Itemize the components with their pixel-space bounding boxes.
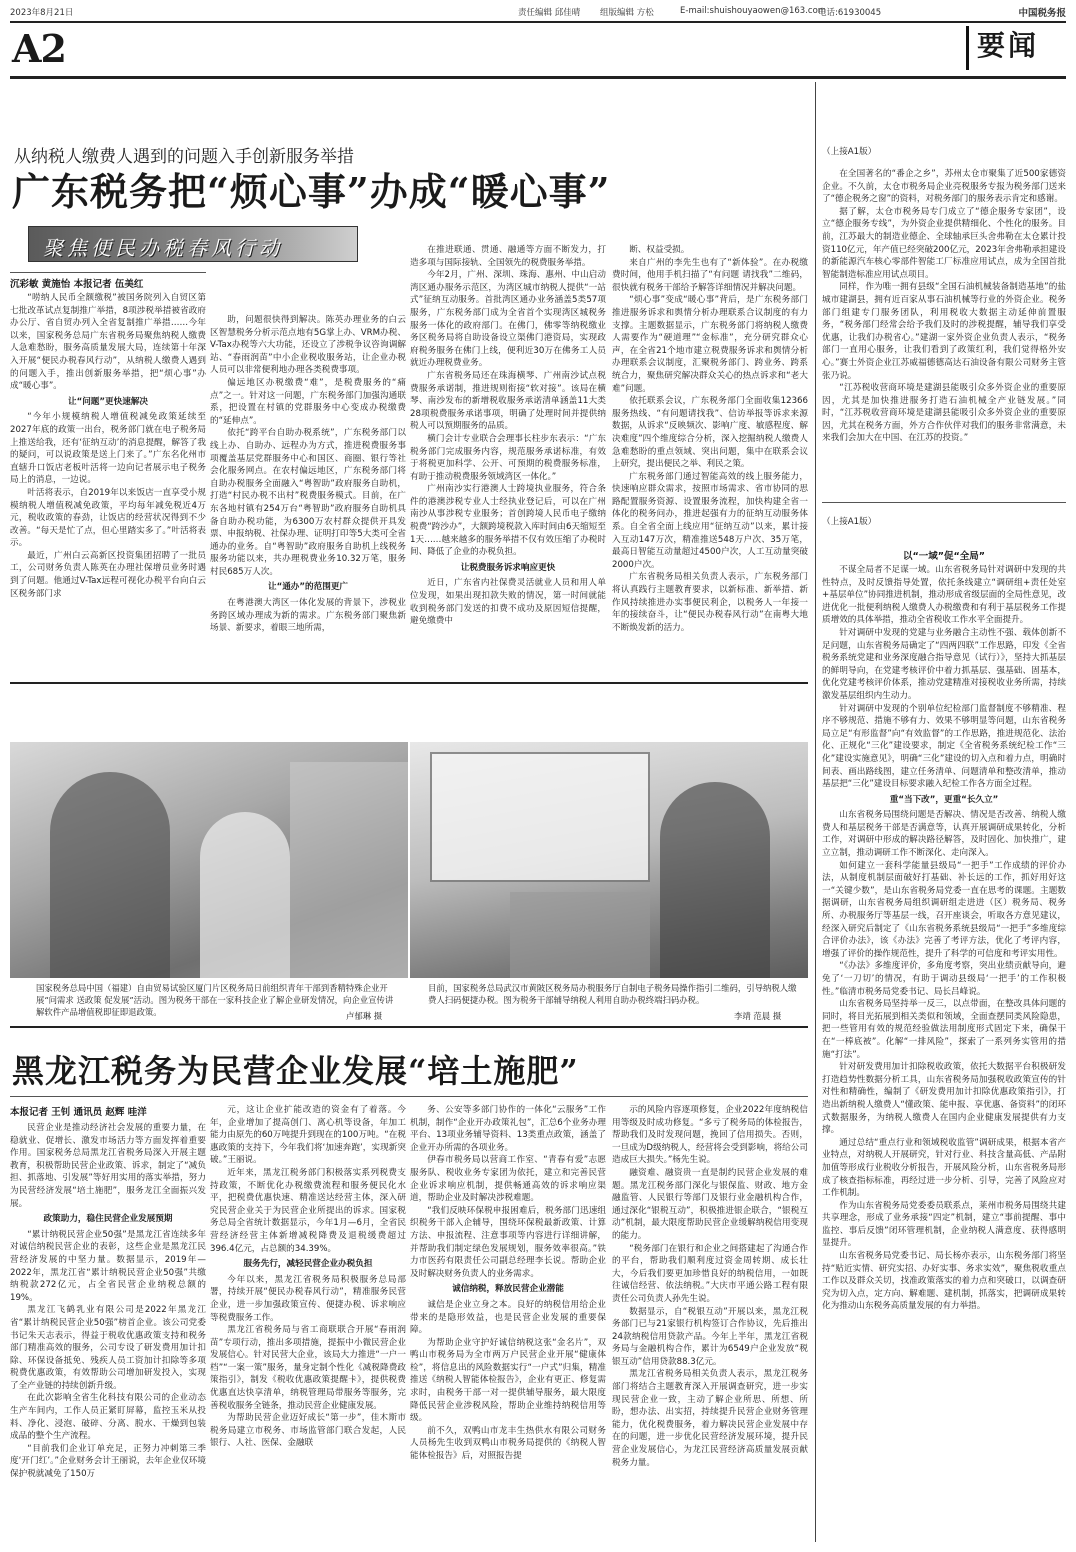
article2-column-3 <box>410 1104 606 1544</box>
paragraph: 横门会计专业联合会理事长柱步东表示：“广东税务部门完成服务内容，规范服务承诺标准，有效于将税更加科学、公开、可预期的税费服务标准，有助于推动税费服务领域湾区一体化。” <box>410 433 606 482</box>
article2-rule-head <box>10 1096 808 1097</box>
article2-headline: 黑龙江税务为民营企业发展“培土施肥” <box>12 1052 579 1090</box>
newspaper-name: 中国税务报 <box>1018 8 1066 19</box>
subheading: 服务先行，减轻民营企业办税负担 <box>243 1259 373 1270</box>
right-column-split-rule <box>822 502 1066 503</box>
paragraph: 作为山东省税务局党委委员联系点，莱州市税务局围绕共建共享理念，形成了业务承接“四定”机制，建立“事前提醒、事中监控、事后反馈”闭环管理机制，企业纳税人满意度、获得感明显提升。 <box>822 1200 1066 1249</box>
paragraph: 黑龙江省税务局与省工商联联合开展“春雨润苗”专项行动，推出多项措施，提振中小微民营企业发展信心。针对民营大企业，该局大力推进“一户一档”“一案一策”服务，量身定制个性化《减税降费政策指引》，制发《税收优惠政策提醒卡》，提供税费优惠直达快享清单，纳税管理局带服务等服务，完善税收服务全链条，推动民营企业健康发展。 <box>210 1325 406 1411</box>
paragraph: “累计纳税民营企业50强”是黑龙江省连续多年对诚信纳税民营企业的表彰，这些企业是黑龙江民营经济发展的中坚力量。数据显示，2019年—2022年，黑龙江省“累计纳税民营企业50强”共缴纳税款272亿元，占全省民营企业纳税总额的19%。 <box>10 1229 206 1303</box>
byline-rule <box>10 272 206 273</box>
paragraph: 针对调研中发现的党建与业务融合主动性不强、载体创新不足问题，山东省税务局确定了“四两四联”工作思路，印发《全省税务系统党建和业务深度融合指导意见（试行）》，坚持大抓基层的鲜明导向，在党建考核评价中着力抓基层、强基础、固基本，优化党建考核评价体系，推动党建精准对接税收业务所需，持续激发基层组织内生动力。 <box>822 627 1066 701</box>
right-column-subhead: 以“一域”促“全局” <box>903 551 985 562</box>
paragraph: 偏远地区办税缴费“难”，是税费服务的“痛点”之一。针对这一问题，广东税务部门加强沟通联系，把设置在村镇的党群服务中心变成办税缴费的“延伸点”。 <box>210 377 406 426</box>
paragraph: 山东省税务局党委书记、局长杨亦表示，山东税务部门将坚持“贴近实情、研究实招、办好实事、务求实效”，聚焦税收重点工作以及群众关切，找准政策落实的着力点和突破口，以调查研究为切入点，定方向、解难题、建机制，抓落实，把调研成果转化为推动山东税务高质量发展的有力举措。 <box>822 1251 1066 1312</box>
right-column-mid-tag: （上接A1版） <box>822 517 877 527</box>
paragraph: 民营企业是推动经济社会发展的重要力量，在稳就业、促增长、激发市场活力等方面发挥着重要作用。国家税务总局黑龙江省税务局深入开展主题教育，积极帮助民营企业政策、诉求，制定了“减负担、抓落地、引发展”等好用实用的落实举措，努力为民营经济发展“培土施肥”，服务龙江全面振兴发展。 <box>10 1123 206 1209</box>
article1-byline: 沉彩敏 黄施怡 本报记者 伍美红 <box>10 279 144 290</box>
article1-headline: 广东税务把“烦心事”办成“暖心事” <box>12 169 611 214</box>
right-column-top-text <box>822 168 1066 498</box>
photo-rule-top <box>10 682 808 684</box>
paragraph: 广州南沙实行港澳人士跨境执业服务，符合条件的港澳涉税专业人士经执业登记后，可以在广州南沙从事涉税专业服务；首创跨境人民币电子缴纳税费“跨沙办”，大额跨境税款入库时间由6天缩短至1天……越来越多的服务举措不仅有效压缩了办税时间、降低了企业的办税负担。 <box>410 484 606 558</box>
article1-column-3 <box>410 244 606 678</box>
paragraph: 务、公安等多部门协作的一体化“云服务”工作机制，制作“企业开办政策礼包”，汇总6个业务办理平台、13项业务辅导资料、13类重点政策，涵盖了企业开办所需的各项业务。 <box>410 1105 606 1153</box>
paragraph: 在全国著名的“番企之乡”，苏州太仓市聚集了近500家德资企业。不久前，太仓市税务局企业亮税服务专报为税务部门送来了“德企税务之窗”的资料，对税务部门的服务表示肯定和感谢。 <box>822 169 1066 205</box>
contact-email: E-mail:shuishouyaowen@163.com <box>680 6 827 16</box>
masthead-rule <box>10 76 1066 79</box>
article1-kicker: 从纳税人缴费人遇到的问题入手创新服务举措 <box>14 147 354 167</box>
paragraph: 山东省税务局坚持举一反三，以点带面，在整改具体问题的同时，将目光拓展到相关类似和领域，全面查摆同类风险隐患，把一些管用有效的规范经验做法用制度形式固定下来，确保干在“一棒底被”。化解“一排风险”，探索了一系列务实管用的措施“打法”。 <box>822 999 1066 1060</box>
paragraph: 近日，广东省内社保费灵活就业人员和用人单位发现，如果出现扣款失败的情况，第一时间就能收到税务部门发送的扣费不成功及原因短信提醒，避免缴费中 <box>410 578 606 627</box>
subheading: 诚信纳税，释放民营企业潜能 <box>452 1284 564 1295</box>
paragraph: 依托“跨平台自助办税系统”，广东税务部门以线上办、自助办、远程办为方式，推进税费服务事项覆盖基层党群服务中心和国区、商圈、银行等社会化服务网点。在农村偏远地区，广东税务部门将自助办税服务全面融入“粤智助”政府服务自助机，打造“村民办税不出村”税费服务模式。目前，在广东各地村镇有254万台“粤智助”政府服务自助机具备自助办税功能，为6300万农村群众提供开具发票、申报纳税、社保办理、证明打印等5大类可全省通办的业务。自“粤智助”政府服务自助机上线税务服务功能以来，共办理税费业务10.32万笔，服务村民685万人次。 <box>210 428 406 577</box>
paragraph: “江苏税收营商环境是建湖县能吸引众多外资企业的重要原因，尤其是加快推进服务打造石油机械全产业链发展。”同时，“江苏税收营商环境是建湖县能吸引众多外资企业的重要原因，尤其在税务方面，外方合作伙伴对我们的服务非常满意，未来我们会加大在中国、在江苏的投资。” <box>822 383 1066 444</box>
paragraph: “今年小规模纳税人增值税减免政策延续至2027年底的政策一出台，税务部门就在电子税务局上推送给我，还有‘征纳互动’的消息提醒，解答了我的疑问，可以说政策是送上门来了。”广东名化州市直辖升口饭店老板叶活将一边向记者展示电子税务局上的消息，一边说。 <box>10 412 206 486</box>
subheading: 让“问题”更快速解决 <box>67 396 149 407</box>
layout-editor: 组版编辑 方松 <box>600 8 654 18</box>
paragraph: 示的风险内容逐项修复，企业2022年度纳税信用等级及时成功修复。“多亏了税务局的体检报告，帮助我们及时发现问题，挽回了信用损失。否则，一旦成为D级纳税人，经营将会受到影响，将给公司造成巨大损失。”杨先生说。 <box>612 1105 808 1166</box>
paragraph: 最近，广州白云高新区投资集团招聘了一批员工，公司财务负责人陈英在办理社保增员业务时遇到了问题。他通过V-Tax远程可视化办税平台向白云区税务部门求 <box>10 550 206 599</box>
paragraph: “我们反映环保税申报困难后，税务部门迅速组织税务干部入企辅导，围绕环保税最新政策、计算方法、申报流程、注意事项等内容进行详细讲解，并帮助我们制定绿色发展规划，服务效率很高。”铁力市医药有限责任公司副总经理李长说。帮助企业及时解决财务负责人的业务需求。 <box>410 1205 606 1279</box>
paragraph: 叶活将表示，自2019年以来饭店一直享受小规模纳税人增值税减免政策，平均每年减免税近4万元，税收政策的春劲，让饭店的经营状况得到不少改善。“每天是忙了点，但心里踏实多了。”叶活将表示。 <box>10 487 206 549</box>
photo-tax-visit-enterprise <box>10 742 408 978</box>
paragraph: 助，问题很快得到解决。陈英办理业务的白云区智慧税务分析示范点地有5G掌上办、VRM办税、V-Tax办税等六大功能，还设立了涉税争议咨询调解站、“春雨润苗”中小企业税收服务站，让企业办税人员可以非常便利地办理各类税费事项。 <box>210 315 406 376</box>
paragraph: 如何建立一套科学能量县级局“一把手”工作成绩的评价办法，从制度机制层面破好打基础、补长远的工作，抓好用好这一“关键少数”，是山东省税务局党委一直在思考的课题。主题数据调研，山东省税务局组织调研组走进进（区）税务局、税务所、办税服务厅等基层一线，召开座谈会，听取各方意见建议，经深入研究后制定了《山东省税务系统县级局“一把手”多维度综合评价办法》，该《办法》完善了考评方法，优化了考评内容，增强了评价的操作规范性，提升了科学的可信度和考评实用性。 <box>822 860 1066 959</box>
subheading: 让税费服务诉求响应更快 <box>460 562 556 573</box>
paragraph: 黑龙江省税务局相关负责人表示，黑龙江税务部门将结合主题教育深入开展调查研究，进一步实现民营企业一致，主动了解企业所思、所想、所盼，想办法、出实招，持续提升民营企业财务管理能力，优化税费服务，着力解决民营企业发展中存在的问题，进一步优化民营经济发展环境，提升民营企业发展信心，为龙江民营经济高质量发展贡献税务力量。 <box>612 1369 808 1468</box>
paragraph: 广东税务部门通过智能高效的线上服务能力，快速响应群众需求，按照市场需求、省市协同的思路配置服务资源、设置服务流程，加快构建全省一体化的税务问办，推进起强有力的征纳互动服务体系。自全省全面上线应用“征纳互动”以来，累计接入互动147万次，精准推送548万户次、35万笔，最高日智能互动量超过4500户次，人工互动量突破2000户次。 <box>612 471 808 570</box>
top-bar <box>10 4 1066 20</box>
right-column-mid-text <box>822 564 1066 1542</box>
paragraph: 诚信是企业立身之本。良好的纳税信用给企业带来的是隐形效益，也是民营企业发展的重要保障。 <box>410 1299 606 1336</box>
article2-column-2 <box>210 1104 406 1544</box>
paragraph: “唠纳人民币全额缴税”被国务院列入自贸区第七批改革试点复制推广举措，8项涉税举措被省政府办公厅、省自贸办列入全省复制推广举措……今年以来，国家税务总局广东省税务局聚焦纳税人缴费人急难愁盼，服务高质量发展大局，连续第十年深入开展“便民办税春风行动”，从纳税人缴费人遇到的问题入手，推出创新服务举措，把“烦心事”办成“暖心事”。 <box>10 293 206 392</box>
paragraph: 针对研发费用加计扣除税收政策，依托大数据平台积极研发打造趋势性数据分析工具，山东省税务局加强税收政策宣传的针对性和精确性，编制了《研发费用加计扣除优惠政策指引》，打造出新纳税人缴费人“懂政策、能申报、享优惠、备资料”的闭环式数据服务，为纳税人缴费人在国内企业健康发展提供有力支撑。 <box>822 1062 1066 1136</box>
paragraph: 同样，作为唯一拥有县级“全国石油机械装备制造基地”的盐城市建湖县，拥有近百家从事石油机械等行业的外资企业。税务部门组建专门服务团队，利用税收大数据主动延伸前置服务，“税务部门经常会给予我们及时的涉税提醒，辅导我们享受优惠，让我们办税省心。”建湖一家外资企业负责人表示，“税务部门一直用心服务，让我们看到了政策红利，我们觉得格外安心。”赛士外资企业江苏威福德德高达石油设备有限公司财务主管张乃说。 <box>822 282 1066 381</box>
article1-column-1 <box>10 292 206 678</box>
paragraph: “目前我们企业订单充足，正努力冲刺第三季度‘开门红’。”企业财务会计王丽说，去年企业仅环境保护税就减免了150万 <box>10 1443 206 1480</box>
paragraph: 广东省税务局相关负责人表示，广东税务部门将认真践行主题教育要求，以新标准、新举措、新作风持续推进办实事便民利企，以税务人一年接一年的接续奋斗，让“便民办税春风行动”在南粤大地不断焕发新的活力。 <box>612 572 808 633</box>
paragraph: 为帮助民营企业迈好成长“第一步”，佳木斯市税务局建立市税务、市场监管部门联合发起，人民银行、人社、医保、金融联 <box>210 1413 406 1449</box>
paragraph: 山东省税务局围绕问题是否解决、情况是否改善、纳税人缴费人和基层税务干部是否满意等，认真开展调研成果转化，分析工作，对调研中形成的解决路径解答，及时固化、加快推广，建立立制，推动调研工作不断深化、走向深入。 <box>822 810 1066 859</box>
paragraph: 在粤港澳大湾区一体化发展的背景下，涉税业务跨区域办理成为新的需求。广东税务部门聚焦新场景、新要求，着眼三地所需， <box>210 598 406 634</box>
subheading: 让“通办”的范围更广 <box>267 582 349 593</box>
subheading: 政策助力，稳住民营企业发展预期 <box>43 1214 173 1225</box>
paragraph: 断、权益受损。 <box>629 245 690 255</box>
campaign-banner <box>28 226 358 262</box>
paragraph: 为帮助企业守护好诚信纳税这张“金名片”，双鸭山市税务局为全市两万户民营企业开展“健康体检”，将信息出的风险数据实行“一户式”归集，精准推送《纳税人智能体检报告》，企业有更正、修复需求时，由税务干部一对一提供辅导服务，最大限度降低民营企业涉税风险，帮助企业维持纳税信用等级。 <box>410 1337 606 1424</box>
paragraph: 不谋全局者不足谋一域。山东省税务局针对调研中发现的共性特点，及时反馈指导处置，依托条线建立“调研组+责任处室+基层单位”协同推进机制，推动形成省级层面的全局性意见，改进优化一批便利纳税人缴费人办税缴费和有利于基层税务工作提质增效的具体举措，推动全省税收工作水平全面提升。 <box>822 565 1066 626</box>
paragraph: 广东省税务局还在珠海横琴、广州南沙试点税费服务承诺制，推进规则衔接“软对接”。该局在横琴、南沙发布的新增税收服务承诺清单涵盖11大类28项税费服务承诺事项，明确了处理时间并提供纳税人可以预期服务的品质。 <box>410 370 606 432</box>
paragraph: “烦心事”变成“暖心事”背后，是广东税务部门推进服务诉求和舆情分析办理联系合议制度的有力支撑。主题数据显示，广东税务部门将纳税人缴费人需要作为“硬道理”“金标准”，充分研究群众心声，在全省21个地市建立税费服务诉求和舆情分析办理联系会议制度，汇聚税务部门、跨业务、跨系统合力，聚焦研究解决群众关心的热点诉求和“老大难”问题。 <box>612 295 808 394</box>
header-rule <box>10 21 1066 23</box>
issue-date: 2023年8月21日 <box>10 8 74 18</box>
responsible-editor: 责任编辑 邱佳晴 <box>518 8 581 18</box>
contact-phone: 电话:61930045 <box>818 8 882 18</box>
photo-tax-hall-qr-guide <box>410 742 808 978</box>
paragraph: 伊春市税务局以营商工作室、“青春有爱”志愿服务队、税收业务专家团为依托，建立和完善民营企业诉求响应机制，提供畅通高效的诉求响应渠道，帮助企业及时解决涉税难题。 <box>410 1155 606 1204</box>
photo-right-caption: 目前，国家税务总局武汉市黄陂区税务局办税服务厅自制电子税务局操作指引二维码，引导纳税人缴费人扫码便捷办税。图为税务干部辅导纳税人利用自助办税终端扫码办税。 <box>428 983 797 1005</box>
paragraph: 依托联系会议，广东税务部门全面收集12366服务热线、“有问题请找我”、信访举报等诉求来源数据，从诉求“反映频次、影响广度、敏感程度、解决难度”四个维度综合分析，深入挖掘纳税人缴费人急难愁盼的重点领域、突出问题，集中在联系会议上研究，提出便民之举、利民之策。 <box>612 396 808 470</box>
article1-column-4 <box>612 244 808 678</box>
article2-rule-top <box>10 1026 808 1028</box>
photo-right-credit: 李靖 范晨 摄 <box>734 1011 782 1021</box>
paragraph: “《办法》多维度评价，多角度考察，突出业绩贡献导向，避免了‘一刀切’的情况，有助于调动县级局‘一把手’的工作积极性。”临清市税务局党委书记、局长吕峰说。 <box>822 961 1066 997</box>
subheading: 重“当下改”，更重“长久立” <box>889 794 999 805</box>
article2-byline: 本报记者 王钊 通讯员 赵辉 哇洋 <box>10 1107 147 1118</box>
paragraph: 数据显示，自“税银互动”开展以来，黑龙江税务部门已与21家银行机构签订合作协议，先后推出24款纳税信用贷款产品。今年上半年，黑龙江省税务局与金融机构合作，累计为6549户企业发放“税银互动”信用贷款88.3亿元。 <box>612 1306 808 1367</box>
right-column-divider <box>815 82 816 1542</box>
paragraph: 来自广州的李先生也有了“新体验”。在办税缴费时间，他用手机扫描了“有问题 请找我”二维码，很快就有税务干部给予解答详细情况并解决问题。 <box>612 257 808 293</box>
paragraph: 今年以来，黑龙江省税务局积极服务总局部署，持续开展“便民办税春风行动”，精准服务民营企业，进一步加强政策宣传、便捷办税、诉求响应等税费服务工作。 <box>210 1274 406 1323</box>
paragraph: 今年2月，广州、深圳、珠海、惠州、中山启动湾区通办服务示范区，为湾区城市纳税人提供“一站式”征纳互动服务。首批湾区通办业务涵盖5类57项服务，广东税务部门成为全省首个实现湾区城税务服务一体化的政府部门。在佛门，佛零等纳税缴业务区税务局将自助设备设立渠佛门港资局，实现政府税务服务在佛门上线，便利近30万在佛务工人员就近办理税费业务。 <box>410 270 606 369</box>
paragraph: 在此次影响全省生化科技有限公司的企业动态生产车间内，工作人员正紧盯屏幕，监控玉米从投料、净化、浸泡、破碎、分离、脱水、干燥到包装成品的整个生产流程。 <box>10 1393 206 1442</box>
paragraph: 通过总结“重点行业和领域税收监管”调研成果，根据本省产业特点，对纳税人开展研究，针对行业、科技含量高低、产品附加值等形成行业税收分析报告，开展风险分析，山东省税务局形成了核查指标标准，再经过进一步分析、引导，完善了风险应对工作机制。 <box>822 1137 1066 1199</box>
photo-left-caption: 国家税务总局中国（福建）自由贸易试验区厦门片区税务局日前组织青年干部到香精特殊企业开展“问需求 送政策 促发展”活动。图为税务干部在一家科技企业了解企业研发情况，向企业宣传讲解软件产品增值税即征即退政策。 <box>36 983 394 1017</box>
paragraph: 前不久，双鸭山市龙丰生热供水有限公司财务人员杨先生收到双鸭山市税务局提供的《纳税人智能体检报告》后，对照报告提 <box>410 1425 606 1462</box>
page-number: A2 <box>12 26 66 71</box>
paragraph: “税务部门在银行和企业之间搭建起了沟通合作的平台，帮助我们顺利度过资金周转期、成长壮大，今后我们要更加珍惜良好的纳税信用，一如既往诚信经营、依法纳税。”大庆市平通公路工程有限责任公司负责人孙先生说。 <box>612 1243 808 1304</box>
right-column-top-tag: （上接A1版） <box>822 147 877 157</box>
photo-left-credit: 卢郁琳 摄 <box>346 1011 383 1021</box>
paragraph: 元，这让企业扩能改造的资金有了着落。今年，企业增加了提高创门、离心机等设备，年加工能力由原先的60万吨提升到现在的100万吨。“在税惠政策的支持下，今年我们将‘加速奔跑’，实现新突破。”王丽说。 <box>210 1105 406 1166</box>
paragraph: 近年来，黑龙江税务部门积极落实系列税费支持政策，不断优化办税缴费流程和服务便民化水平，把税费优惠快速、精准送达经营主体，深入研究民营企业关于为民营企业所提出的诉求。国家税务总局全省统计数据显示，今年1月—6月，全省民营经济经营主体新增减税降费及退税缓费超过396.4亿元，占总额的34.39%。 <box>210 1167 406 1254</box>
article1-column-2 <box>210 314 406 678</box>
paragraph: 针对调研中发现的个别单位纪检部门监督制度不够精准、程序不够规范、措施不够有力、效果不够明显等问题，山东省税务局立足“有形监督”向“有效监督”的工作思路，推进规范化、法治化、正规化“三化”建设要求，制定《全省税务系统纪检工作“三化”建设实施意见》，明确“三化”建设的切入点和着力点，明确时间表、画出路线图，建立任务清单、问题清单和整改清单，推动基层把“三化”建设目标要求融入纪检工作各方面全过程。 <box>822 703 1066 790</box>
paragraph: 据了解，太仓市税务局专门成立了“德企服务专家团”，设立“德企服务专线”，为外资企业提供精细化、个性化的服务。目前，江苏最大的制造业德企、全球轴承巨头舍弗勒在太仓累计投资110亿元，年产值已经突破200亿元，2023年舍弗勒承担建设的新能源汽车核心零部件智能工厂标准应用试点，成为全国首批智能制造标准应用试点项目。 <box>822 206 1066 280</box>
campaign-banner-text: 聚焦便民办税春风行动 <box>43 236 283 260</box>
paragraph: 黑龙江飞鹤乳业有限公司是2022年黑龙江省“累计纳税民营企业50强”榜首企业。该公司党委书记朱天志表示，得益于税收优惠政策支持和税务部门精准高效的服务，公司专设了研发费用加计扣除、环保设备抵免、残疾人员工资加计扣除等多项税费优惠政策，有效帮助公司增加研发投入，实现了全产业链的持续创新升级。 <box>10 1305 206 1391</box>
paragraph: 在推进联通、贯通、融通等方面不断发力，打造多项与国际接轨、全国领先的税费服务举措。 <box>410 245 606 268</box>
paragraph: 融资难、融资贵一直是制约民营企业发展的难题。黑龙江税务部门深化与银保监、财政、地方金融监管、人民银行等部门及银行业金融机构合作，通过深化“银税互动”，积极推进银企联合，“银税互动”机制，最大限度帮助民营企业缓解纳税信用变现的能力。 <box>612 1167 808 1241</box>
article2-column-4 <box>612 1104 808 1544</box>
article2-column-1 <box>10 1122 206 1544</box>
section-marker <box>966 26 1066 70</box>
section-title: 要闻 <box>977 29 1040 62</box>
